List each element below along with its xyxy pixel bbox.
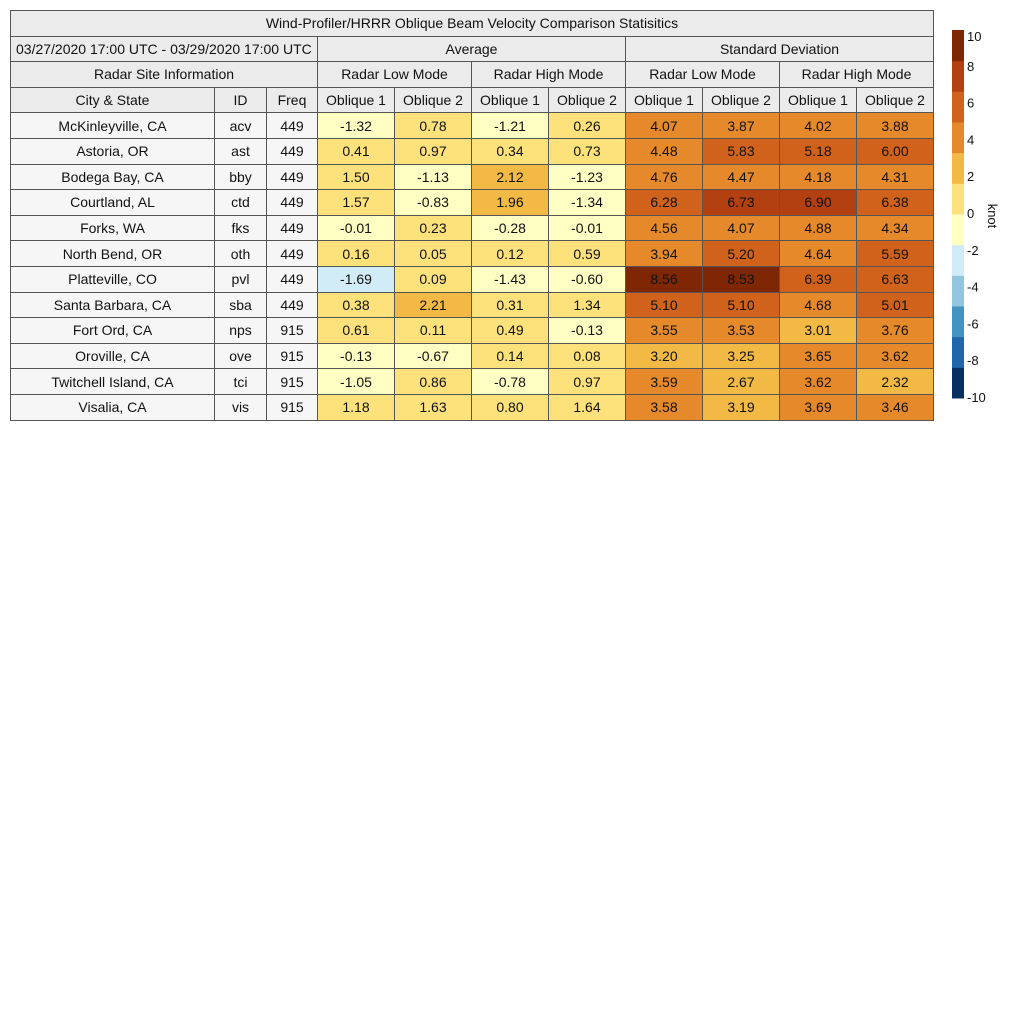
- site-freq: 915: [267, 343, 318, 369]
- value-cell: 5.83: [703, 138, 780, 164]
- stats-table: [10, 10, 934, 421]
- table-row: [11, 241, 934, 267]
- site-freq: 449: [267, 190, 318, 216]
- value-cell: 6.39: [780, 266, 857, 292]
- site-freq: 449: [267, 138, 318, 164]
- value-cell: 1.57: [318, 190, 395, 216]
- site-freq: 449: [267, 164, 318, 190]
- value-cell: 0.78: [395, 113, 472, 139]
- value-cell: 4.47: [703, 164, 780, 190]
- site-freq: 449: [267, 266, 318, 292]
- colorbar-tick-label: 10: [967, 30, 982, 44]
- site-freq: 449: [267, 292, 318, 318]
- site-freq: 449: [267, 113, 318, 139]
- colorbar-tick-label: -4: [967, 279, 979, 295]
- site-id: ove: [215, 343, 267, 369]
- value-cell: 0.49: [472, 318, 549, 344]
- table-row: [11, 369, 934, 395]
- value-cell: 4.76: [626, 164, 703, 190]
- value-cell: 3.59: [626, 369, 703, 395]
- colorbar-tick-label: 0: [967, 206, 975, 221]
- value-cell: -0.01: [549, 215, 626, 241]
- column-header: Oblique 1: [626, 87, 703, 113]
- site-city: McKinleyville, CA: [11, 113, 215, 139]
- colorbar-tick-label: -2: [967, 242, 979, 258]
- site-city: Platteville, CO: [11, 266, 215, 292]
- value-cell: 3.55: [626, 318, 703, 344]
- table-title: Wind-Profiler/HRRR Oblique Beam Velocity Comparison Statisitics: [11, 11, 934, 37]
- value-cell: -1.21: [472, 113, 549, 139]
- column-header: Oblique 1: [318, 87, 395, 113]
- value-cell: 0.41: [318, 138, 395, 164]
- value-cell: 1.18: [318, 394, 395, 420]
- value-cell: 0.31: [472, 292, 549, 318]
- colorbar-segment: [952, 61, 964, 92]
- column-header: Oblique 1: [780, 87, 857, 113]
- table-row: [11, 292, 934, 318]
- value-cell: 3.58: [626, 394, 703, 420]
- value-cell: -1.34: [549, 190, 626, 216]
- value-cell: 1.64: [549, 394, 626, 420]
- value-cell: 5.10: [703, 292, 780, 318]
- site-id: acv: [215, 113, 267, 139]
- value-cell: 3.65: [780, 343, 857, 369]
- table-row: [11, 215, 934, 241]
- value-cell: 5.20: [703, 241, 780, 267]
- value-cell: -0.78: [472, 369, 549, 395]
- value-cell: 4.68: [780, 292, 857, 318]
- site-id: oth: [215, 241, 267, 267]
- column-header-row: [11, 87, 934, 113]
- value-cell: -1.13: [395, 164, 472, 190]
- value-cell: 0.05: [395, 241, 472, 267]
- value-cell: 4.56: [626, 215, 703, 241]
- value-cell: 3.20: [626, 343, 703, 369]
- value-cell: -0.01: [318, 215, 395, 241]
- value-cell: 4.18: [780, 164, 857, 190]
- value-cell: 3.62: [857, 343, 934, 369]
- value-cell: 3.46: [857, 394, 934, 420]
- std-header: Standard Deviation: [626, 36, 934, 62]
- site-city: Twitchell Island, CA: [11, 369, 215, 395]
- value-cell: 4.31: [857, 164, 934, 190]
- value-cell: 4.48: [626, 138, 703, 164]
- value-cell: 5.10: [626, 292, 703, 318]
- value-cell: 3.53: [703, 318, 780, 344]
- value-cell: -0.83: [395, 190, 472, 216]
- colorbar-segment: [952, 275, 964, 306]
- value-cell: 2.67: [703, 369, 780, 395]
- colorbar-tick-label: -10: [967, 390, 986, 405]
- value-cell: -1.05: [318, 369, 395, 395]
- mode-header: Radar High Mode: [472, 62, 626, 88]
- site-info-header: Radar Site Information: [11, 62, 318, 88]
- value-cell: -0.28: [472, 215, 549, 241]
- value-cell: 3.88: [857, 113, 934, 139]
- site-id: ast: [215, 138, 267, 164]
- value-cell: 3.62: [780, 369, 857, 395]
- value-cell: 6.90: [780, 190, 857, 216]
- value-cell: 8.56: [626, 266, 703, 292]
- site-city: Santa Barbara, CA: [11, 292, 215, 318]
- value-cell: -0.13: [549, 318, 626, 344]
- value-cell: 3.76: [857, 318, 934, 344]
- colorbar-tick-label: 2: [967, 169, 975, 185]
- site-city: Courtland, AL: [11, 190, 215, 216]
- value-cell: 6.73: [703, 190, 780, 216]
- value-cell: 3.19: [703, 394, 780, 420]
- value-cell: 0.14: [472, 343, 549, 369]
- value-cell: 1.63: [395, 394, 472, 420]
- site-id: vis: [215, 394, 267, 420]
- site-freq: 915: [267, 369, 318, 395]
- value-cell: 4.02: [780, 113, 857, 139]
- value-cell: 2.32: [857, 369, 934, 395]
- value-cell: 0.73: [549, 138, 626, 164]
- value-cell: 0.16: [318, 241, 395, 267]
- value-cell: 0.34: [472, 138, 549, 164]
- value-cell: 0.23: [395, 215, 472, 241]
- value-cell: -0.67: [395, 343, 472, 369]
- column-header: Oblique 2: [857, 87, 934, 113]
- column-header: Oblique 2: [395, 87, 472, 113]
- column-header: Oblique 2: [549, 87, 626, 113]
- value-cell: 6.38: [857, 190, 934, 216]
- value-cell: -1.43: [472, 266, 549, 292]
- table-row: [11, 318, 934, 344]
- value-cell: 6.28: [626, 190, 703, 216]
- column-header: Oblique 1: [472, 87, 549, 113]
- colorbar-segment: [952, 245, 964, 276]
- colorbar-segment: [952, 337, 964, 368]
- colorbar-segment: [952, 183, 964, 214]
- column-header: Oblique 2: [703, 87, 780, 113]
- table-row: [11, 266, 934, 292]
- value-cell: 5.18: [780, 138, 857, 164]
- site-freq: 449: [267, 215, 318, 241]
- table-row: [11, 138, 934, 164]
- value-cell: 4.64: [780, 241, 857, 267]
- average-header: Average: [318, 36, 626, 62]
- value-cell: -1.32: [318, 113, 395, 139]
- value-cell: 4.34: [857, 215, 934, 241]
- site-id: ctd: [215, 190, 267, 216]
- value-cell: 3.69: [780, 394, 857, 420]
- value-cell: 8.53: [703, 266, 780, 292]
- table-row: [11, 164, 934, 190]
- colorbar-tick-label: -6: [967, 316, 979, 332]
- site-id: nps: [215, 318, 267, 344]
- colorbar-segment: [952, 367, 964, 398]
- value-cell: 3.87: [703, 113, 780, 139]
- value-cell: 0.97: [549, 369, 626, 395]
- value-cell: 3.94: [626, 241, 703, 267]
- colorbar-tick-label: 6: [967, 95, 975, 111]
- value-cell: 0.26: [549, 113, 626, 139]
- value-cell: 6.00: [857, 138, 934, 164]
- colorbar-tick-label: 4: [967, 132, 975, 148]
- colorbar-segment: [952, 91, 964, 122]
- column-header: Freq: [267, 87, 318, 113]
- colorbar-segment: [952, 122, 964, 153]
- table-row: [11, 190, 934, 216]
- value-cell: 0.86: [395, 369, 472, 395]
- site-id: bby: [215, 164, 267, 190]
- value-cell: 1.96: [472, 190, 549, 216]
- column-header: City & State: [11, 87, 215, 113]
- value-cell: 1.50: [318, 164, 395, 190]
- value-cell: 0.08: [549, 343, 626, 369]
- site-city: Fort Ord, CA: [11, 318, 215, 344]
- site-city: Forks, WA: [11, 215, 215, 241]
- value-cell: 2.12: [472, 164, 549, 190]
- site-id: tci: [215, 369, 267, 395]
- colorbar-tick-label: 8: [967, 58, 975, 74]
- value-cell: 0.38: [318, 292, 395, 318]
- mode-header: Radar Low Mode: [318, 62, 472, 88]
- site-id: sba: [215, 292, 267, 318]
- site-city: North Bend, OR: [11, 241, 215, 267]
- site-id: fks: [215, 215, 267, 241]
- value-cell: -1.69: [318, 266, 395, 292]
- value-cell: 0.97: [395, 138, 472, 164]
- site-freq: 915: [267, 394, 318, 420]
- table-row: [11, 394, 934, 420]
- value-cell: 4.88: [780, 215, 857, 241]
- colorbar-tick-label: -8: [967, 353, 979, 369]
- colorbar-segment: [952, 306, 964, 337]
- value-cell: 1.34: [549, 292, 626, 318]
- value-cell: 4.07: [626, 113, 703, 139]
- value-cell: 4.07: [703, 215, 780, 241]
- colorbar-segment: [952, 214, 964, 245]
- column-header: ID: [215, 87, 267, 113]
- value-cell: 3.01: [780, 318, 857, 344]
- mode-header: Radar Low Mode: [626, 62, 780, 88]
- site-freq: 449: [267, 241, 318, 267]
- site-id: pvl: [215, 266, 267, 292]
- site-city: Astoria, OR: [11, 138, 215, 164]
- value-cell: -1.23: [549, 164, 626, 190]
- table-row: [11, 113, 934, 139]
- value-cell: -0.13: [318, 343, 395, 369]
- site-city: Bodega Bay, CA: [11, 164, 215, 190]
- value-cell: 3.25: [703, 343, 780, 369]
- value-cell: 5.01: [857, 292, 934, 318]
- value-cell: 0.09: [395, 266, 472, 292]
- value-cell: 5.59: [857, 241, 934, 267]
- site-freq: 915: [267, 318, 318, 344]
- value-cell: 0.59: [549, 241, 626, 267]
- value-cell: 6.63: [857, 266, 934, 292]
- table-row: [11, 343, 934, 369]
- site-city: Visalia, CA: [11, 394, 215, 420]
- colorbar-segment: [952, 153, 964, 184]
- value-cell: 2.21: [395, 292, 472, 318]
- value-cell: 0.61: [318, 318, 395, 344]
- value-cell: -0.60: [549, 266, 626, 292]
- site-city: Oroville, CA: [11, 343, 215, 369]
- colorbar: [952, 30, 1012, 406]
- colorbar-label: knot: [985, 203, 1000, 229]
- colorbar-segment: [952, 30, 964, 61]
- value-cell: 0.11: [395, 318, 472, 344]
- mode-header: Radar High Mode: [780, 62, 934, 88]
- value-cell: 0.80: [472, 394, 549, 420]
- date-range: 03/27/2020 17:00 UTC - 03/29/2020 17:00 UTC: [11, 36, 318, 62]
- value-cell: 0.12: [472, 241, 549, 267]
